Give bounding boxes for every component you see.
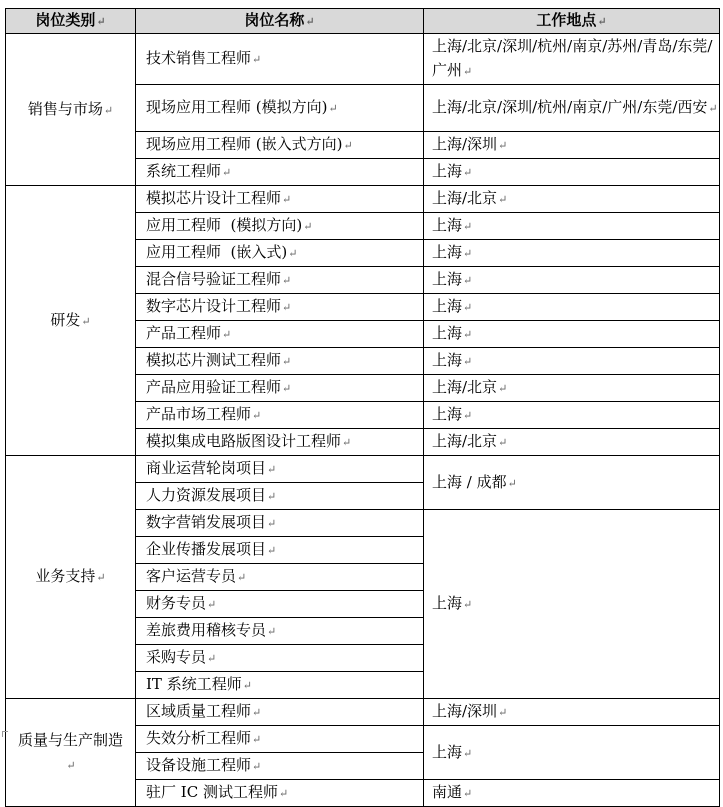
location-cell: 上海↵ [424, 402, 720, 429]
location-cell: 上海/北京/深圳/杭州/南京/苏州/青岛/东莞/广州↵ [424, 34, 720, 85]
location-cell: 上海↵ [424, 348, 720, 375]
job-title-cell: 客户运营专员↵ [136, 564, 424, 591]
job-title-cell: 产品工程师↵ [136, 321, 424, 348]
table-row [6, 456, 720, 483]
job-title-cell: 产品市场工程师↵ [136, 402, 424, 429]
job-title-cell: 模拟芯片测试工程师↵ [136, 348, 424, 375]
header-row [6, 9, 720, 34]
job-title-cell: 企业传播发展项目↵ [136, 537, 424, 564]
location-cell: 上海↵ [424, 726, 720, 780]
location-cell: 南通↵ [424, 780, 720, 807]
table-row [6, 34, 720, 85]
job-title-cell: 应用工程师 (模拟方向)↵ [136, 213, 424, 240]
job-title-cell: IT 系统工程师↵ [136, 672, 424, 699]
job-title-cell: 设备设施工程师↵ [136, 753, 424, 780]
location-cell: 上海↵ [424, 321, 720, 348]
location-cell: 上海↵ [424, 213, 720, 240]
job-title-cell: 驻厂 IC 测试工程师↵ [136, 780, 424, 807]
table-row [6, 186, 720, 213]
page-corner-mark [2, 731, 8, 737]
location-cell: 上海/北京↵ [424, 186, 720, 213]
job-title-cell: 差旅费用稽核专员↵ [136, 618, 424, 645]
category-cell: 质量与生产制造↵ [6, 699, 136, 807]
location-cell: 上海↵ [424, 159, 720, 186]
location-cell: 上海↵ [424, 240, 720, 267]
job-positions-table [5, 8, 720, 807]
header-job-title: 岗位名称↵ [136, 9, 424, 34]
job-title-cell: 数字营销发展项目↵ [136, 510, 424, 537]
job-title-cell: 系统工程师↵ [136, 159, 424, 186]
job-title-cell: 采购专员↵ [136, 645, 424, 672]
table-row [6, 699, 720, 726]
location-cell: 上海↵ [424, 267, 720, 294]
header-work-location: 工作地点↵ [424, 9, 720, 34]
header-job-category: 岗位类别↵ [6, 9, 136, 34]
job-title-cell: 失效分析工程师↵ [136, 726, 424, 753]
category-cell: 销售与市场↵ [6, 34, 136, 186]
location-cell: 上海/北京/深圳/杭州/南京/广州/东莞/西安↵ [424, 85, 720, 132]
job-title-cell: 人力资源发展项目↵ [136, 483, 424, 510]
location-cell: 上海/深圳↵ [424, 699, 720, 726]
job-title-cell: 财务专员↵ [136, 591, 424, 618]
location-cell: 上海↵ [424, 294, 720, 321]
job-title-cell: 数字芯片设计工程师↵ [136, 294, 424, 321]
location-cell: 上海↵ [424, 510, 720, 699]
job-title-cell: 现场应用工程师 (模拟方向)↵ [136, 85, 424, 132]
job-title-cell: 混合信号验证工程师↵ [136, 267, 424, 294]
location-cell: 上海/深圳↵ [424, 132, 720, 159]
location-cell: 上海/北京↵ [424, 375, 720, 402]
location-cell: 上海/北京↵ [424, 429, 720, 456]
job-title-cell: 应用工程师 (嵌入式)↵ [136, 240, 424, 267]
job-title-cell: 商业运营轮岗项目↵ [136, 456, 424, 483]
job-title-cell: 模拟芯片设计工程师↵ [136, 186, 424, 213]
category-cell: 业务支持↵ [6, 456, 136, 699]
job-title-cell: 现场应用工程师 (嵌入式方向)↵ [136, 132, 424, 159]
job-title-cell: 技术销售工程师↵ [136, 34, 424, 85]
job-title-cell: 产品应用验证工程师↵ [136, 375, 424, 402]
category-cell: 研发↵ [6, 186, 136, 456]
job-title-cell: 区域质量工程师↵ [136, 699, 424, 726]
job-title-cell: 模拟集成电路版图设计工程师↵ [136, 429, 424, 456]
location-cell: 上海 / 成都↵ [424, 456, 720, 510]
